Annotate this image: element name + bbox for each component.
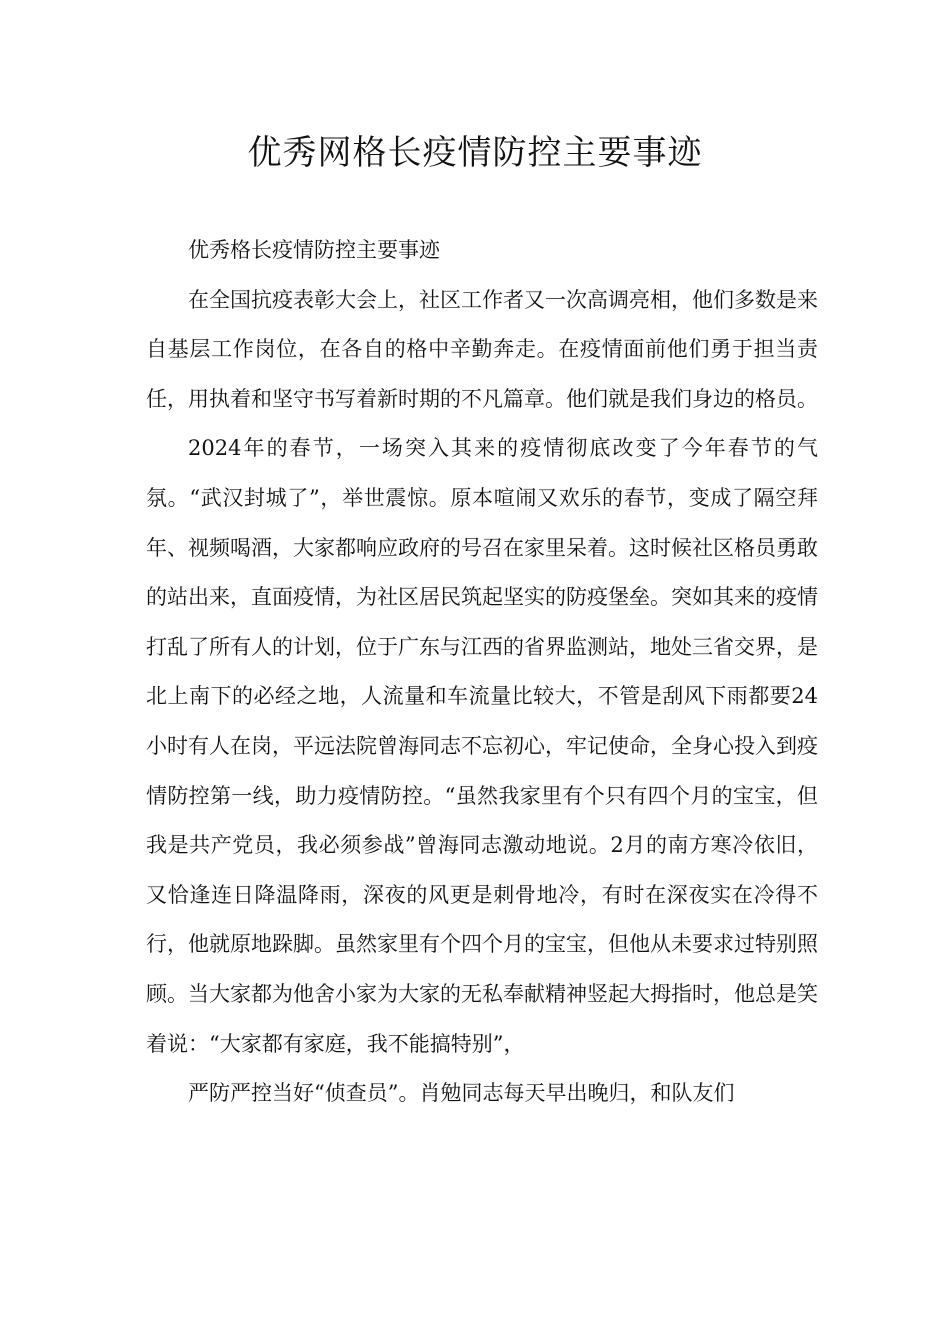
paragraph: 严防严控当好“侦查员”。肖勉同志每天早出晚归，和队友们: [188, 1081, 735, 1106]
paragraph: 在全国抗疫表彰大会上，社区工作者又一次高调亮相，他们多数是来自基层工作岗位，在各自的格中辛勤奔走。在疫情面前他们勇于担当责任，用执着和坚守书写着新时期的不凡篇章。他们就是我们身边的格员。: [146, 287, 818, 411]
document-title: 优秀网格长疫情防控主要事迹: [247, 133, 703, 173]
document-subtitle: 优秀格长疫情防控主要事迹: [188, 238, 440, 262]
document-body: [146, 226, 818, 1119]
paragraph: 2024年的春节，一场突入其来的疫情彻底改变了今年春节的气氛。“武汉封城了”，举世震惊。原本喧闹又欢乐的春节，变成了隔空拜年、视频喝酒，大家都响应政府的号召在家里呆着。这时候社区格员勇敢的站出来，直面疫情，为社区居民筑起坚实的防疫堡垒。突如其来的疫情打乱了所有人的计划，位于广东与江西的省界监测站，地处三省交界，是北上南下的必经之地，人流量和车流量比较大，不管是刮风下雨都要24小时有人在岗，平远法院曾海同志不忘初心，牢记使命，全身心投入到疫情防控第一线，助力疫情防控。“虽然我家里有个只有四个月的宝宝，但我是共产党员，我必须参战”曾海同志激动地说。2月的南方寒冷依旧，又恰逢连日降温降雨，深夜的风更是刺骨地冷，有时在深夜实在冷得不行，他就原地跺脚。虽然家里有个四个月的宝宝，但他从未要求过特别照顾。当大家都为他舍小家为大家的无私奉献精神竖起大拇指时，他总是笑着说：“大家都有家庭，我不能搞特别”，: [146, 436, 818, 1056]
